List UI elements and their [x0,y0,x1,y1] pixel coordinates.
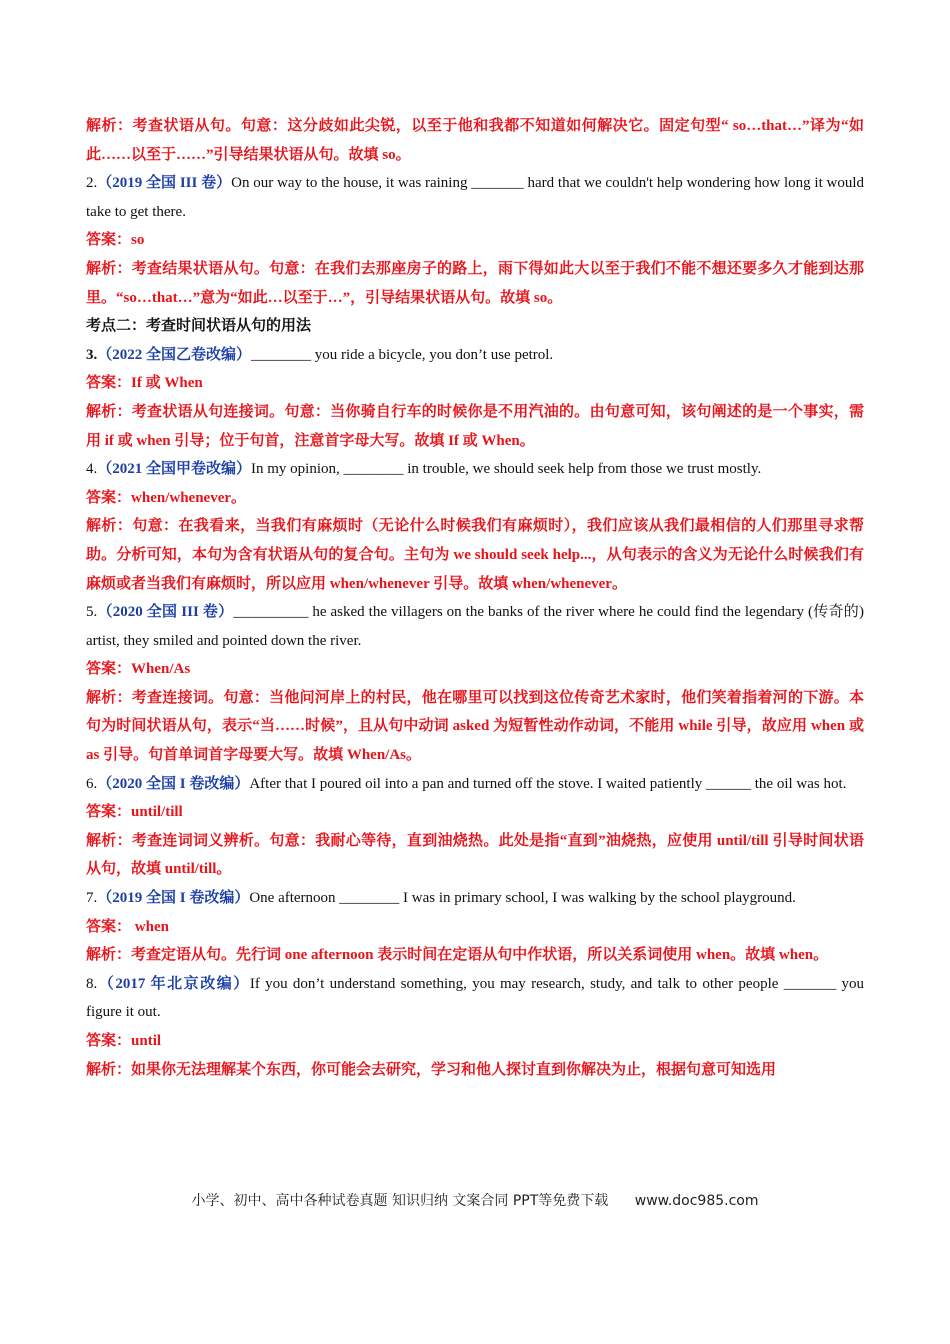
question-source: （2017 年北京改编） [97,975,250,992]
answer-text: when/whenever。 [131,489,247,506]
analysis-block [86,512,864,598]
analysis-label: 解析： [86,118,133,134]
question-text: In my opinion, ________ in trouble, we should seek help from those we trust mostly. [251,461,762,478]
answer-label: 答案： [86,661,132,678]
question-block [86,341,864,370]
question-number: 5. [86,604,98,621]
answer-text: until/till [131,804,183,821]
question-number: 8. [86,975,98,992]
analysis-block [86,827,864,884]
analysis-block [86,255,864,312]
analysis-label: 解析： [86,260,132,277]
answer-text: so [131,232,145,249]
question-text: __________ he asked the villagers on the banks of the river where he could find the legendary (传奇的) artist, they smiled and pointed down the river. [86,604,865,649]
question-source: （2019 全国 I 卷改编） [97,890,250,907]
question-block [86,884,864,913]
question-number: 2. [86,175,98,192]
question-number: 3. [86,346,98,363]
analysis-block [86,941,864,970]
question-number: 7. [86,890,98,907]
analysis-text: 考查状语从句连接词。句意：当你骑自行车的时候你是不用汽油的。由句意可知，该句阐述的是一个事实，需用 if 或 when 引导；位于句首，注意首字母大写。故填 If 或 When。 [86,403,864,449]
analysis-text: 考查定语从句。先行词 one afternoon 表示时间在定语从句中作状语，所以关系词使用 when。故填 when。 [131,947,829,964]
question-source: （2022 全国乙卷改编） [97,346,252,363]
answer-label: 答案： [86,1033,132,1049]
footer-site-link[interactable]: www.doc985.com [634,1193,759,1209]
answer-text: If 或 When [131,375,203,392]
page-footer [0,1190,950,1210]
answer-label: 答案： [86,489,132,506]
question-source: （2020 全国 I 卷改编） [97,775,250,792]
answer-block [86,226,864,255]
answer-text: When/As [131,661,191,678]
answer-label: 答案： [86,375,132,392]
question-number: 4. [86,461,98,478]
analysis-text: 考查连词词义辨析。句意：我耐心等待，直到油烧热。此处是指“直到”油烧热，应使用 until/till 引导时间状语从句，故填 until/till。 [86,832,864,878]
question-block [86,169,864,226]
question-block [86,770,864,799]
question-source: （2021 全国甲卷改编） [97,461,252,478]
answer-text: when [131,918,169,935]
question-text: ________ you ride a bicycle, you don’t use petrol. [251,346,554,363]
answer-block [86,655,864,684]
analysis-text: 考查连接词。句意：当他问河岸上的村民，他在哪里可以找到这位传奇艺术家时，他们笑着指着河的下游。本句为时间状语从句，表示“当……时候”，且从句中动词 asked 为短暂性动作动词，不能用 while 引导，故应用 when 或 as 引导。句首单词首字母要大写。故填 When/As。 [86,689,864,764]
answer-label: 答案： [86,804,132,821]
answer-label: 答案： [86,232,132,249]
answer-block [86,484,864,513]
question-source: （2019 全国 III 卷） [97,175,232,192]
analysis-text: 如果你无法理解某个东西，你可能会去研究，学习和他人探讨直到你解决为止，根据句意可知选用 [131,1061,777,1078]
question-source: （2020 全国 III 卷） [97,604,234,621]
question-block [86,970,864,1027]
question-number: 6. [86,775,98,792]
answer-text: until [131,1033,162,1049]
analysis-label: 解析： [86,689,132,706]
analysis-label: 解析： [86,403,132,420]
question-text: One afternoon ________ I was in primary school, I was walking by the school playground. [249,890,796,907]
analysis-block [86,1056,864,1085]
answer-block [86,1027,864,1056]
question-text: On our way to the house, it was raining _______ hard that we couldn't help wondering how long it would take to get there. [86,175,864,220]
analysis-label: 解析： [86,832,132,849]
question-text: After that I poured oil into a pan and turned off the stove. I waited patiently ______ the oil was hot. [249,775,847,792]
analysis-text: 句意：在我看来，当我们有麻烦时（无论什么时候我们有麻烦时），我们应该从我们最相信的人们那里寻求帮助。分析可知，本句为含有状语从句的复合句。主句为 we should seek help...，从句表示的含义为无论什么时候我们有麻烦或者当我们有麻烦时，所以应用 when/whenever 引导。故填 when/whenever。 [86,518,864,592]
document-body [86,112,864,1084]
question-block [86,598,864,655]
answer-block [86,913,864,942]
answer-block [86,369,864,398]
analysis-block [86,684,864,770]
footer-text: 小学、初中、高中各种试卷真题 知识归纳 文案合同 PPT等免费下载 [191,1193,609,1209]
analysis-text: 考查状语从句。句意：这分歧如此尖锐，以至于他和我都不知道如何解决它。固定句型“ so…that…”译为“如此……以至于……”引导结果状语从句。故填 so。 [86,118,864,163]
question-text: If you don’t understand something, you may research, study, and talk to other people _______ you figure it out. [86,975,864,1021]
analysis-label: 解析： [86,947,132,964]
section-heading-text: 考点二：考查时间状语从句的用法 [86,318,312,335]
analysis-block [86,398,864,455]
section-heading [86,312,864,341]
question-block [86,455,864,484]
analysis-block [86,112,864,169]
answer-label: 答案： [86,918,132,935]
analysis-text: 考查结果状语从句。句意：在我们去那座房子的路上，雨下得如此大以至于我们不能不想还要多久才能到达那里。“so…that…”意为“如此…以至于…”，引导结果状语从句。故填 so。 [86,260,864,306]
analysis-label: 解析： [86,1061,132,1078]
answer-block [86,798,864,827]
analysis-label: 解析： [86,518,133,535]
